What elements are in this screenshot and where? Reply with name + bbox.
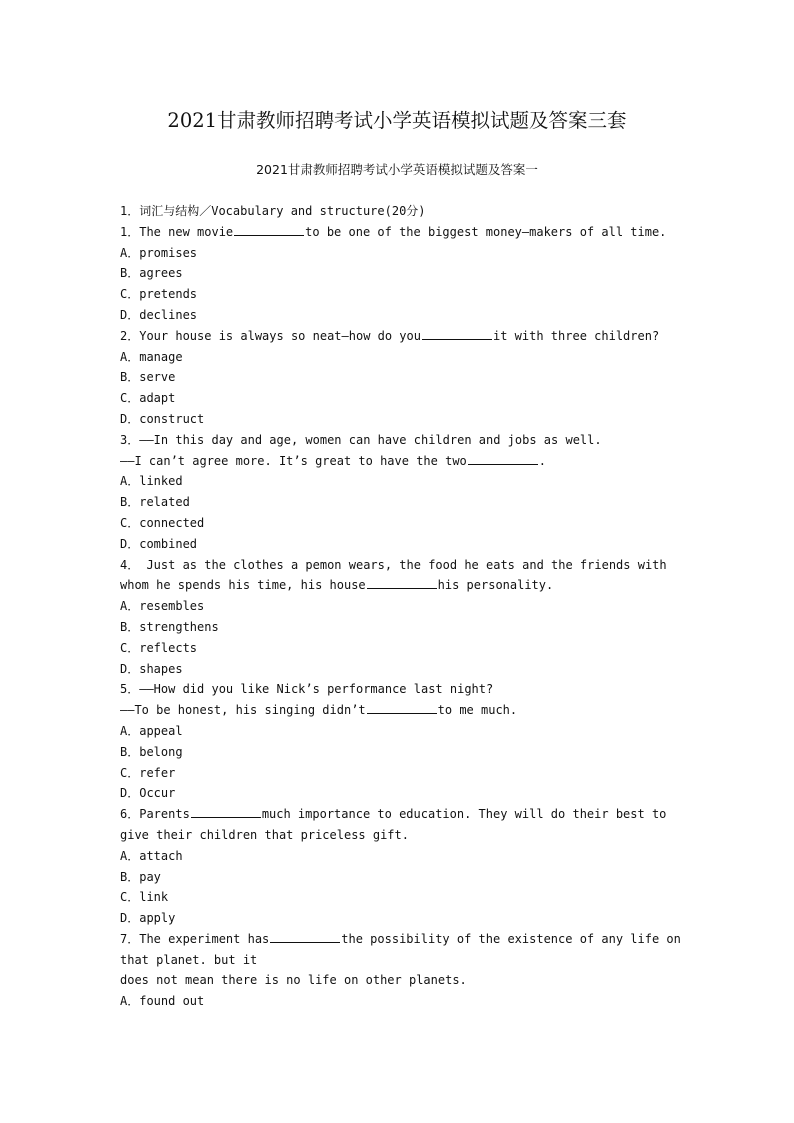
text-line: 3．——In this day and age, women can have children and jobs as well. — [120, 432, 602, 447]
answer-blank — [468, 452, 538, 465]
text-line: A．appeal — [120, 723, 183, 738]
text-line: D．Occur — [120, 786, 176, 801]
text-line: C．reflects — [120, 640, 198, 655]
text-line: 4． Just as the clothes a pemon wears, the food he eats and the friends with — [120, 557, 667, 572]
text-line: D．construct — [120, 411, 205, 426]
line-text-after-blank: . — [538, 453, 547, 468]
text-line: 1．词汇与结构／Vocabulary and structure(20分) — [120, 204, 426, 218]
line-text-after-blank: the possibility of the existence of any life on — [341, 931, 681, 946]
line-text-before-blank: 1．The new movie — [120, 224, 234, 239]
text-line: D．declines — [120, 307, 198, 322]
answer-blank — [191, 805, 261, 818]
document-subtitle: 2021甘肃教师招聘考试小学英语模拟试题及答案一 — [256, 162, 538, 177]
text-line: B．agrees — [120, 266, 183, 281]
question-line-with-blank — [120, 326, 680, 347]
text-line: C．adapt — [120, 391, 176, 406]
text-line: A．attach — [120, 848, 183, 863]
line-text-before-blank: 2．Your house is always so neat—how do you — [120, 328, 421, 343]
document-body — [120, 201, 680, 1012]
text-line: A．resembles — [120, 599, 205, 614]
text-line: A．promises — [120, 245, 198, 260]
text-line: B．related — [120, 495, 190, 510]
document-title: 2021甘肃教师招聘考试小学英语模拟试题及答案三套 — [167, 109, 627, 132]
text-line: B．serve — [120, 370, 176, 385]
question-line-with-blank — [120, 575, 680, 596]
answer-blank — [234, 223, 304, 236]
text-line: D．combined — [120, 536, 198, 551]
question-line-with-blank — [120, 222, 680, 243]
text-line: give their children that priceless gift. — [120, 827, 409, 842]
answer-blank — [270, 930, 340, 943]
text-line: A．found out — [120, 994, 205, 1009]
question-line-with-blank — [120, 451, 680, 472]
text-line: that planet. but it — [120, 952, 258, 967]
text-line: B．belong — [120, 744, 183, 759]
line-text-before-blank: 6．Parents — [120, 807, 190, 822]
answer-blank — [422, 327, 492, 340]
line-text-after-blank: his personality. — [437, 578, 554, 593]
question-line-with-blank — [120, 700, 680, 721]
line-text-after-blank: it with three children? — [493, 328, 660, 343]
line-text-before-blank: 7．The experiment has — [120, 931, 270, 946]
line-text-before-blank: ——To be honest, his singing didn’t — [120, 703, 366, 718]
text-line: A．manage — [120, 349, 183, 364]
answer-blank — [367, 576, 437, 589]
line-text-after-blank: to me much. — [437, 703, 518, 718]
text-line: C．pretends — [120, 287, 198, 302]
text-line: C．connected — [120, 515, 205, 530]
line-text-after-blank: to be one of the biggest money—makers of all time. — [305, 224, 667, 239]
text-line: C．link — [120, 890, 169, 905]
text-line: C．refer — [120, 765, 176, 780]
text-line: D．apply — [120, 911, 176, 926]
text-line: does not mean there is no life on other planets. — [120, 973, 467, 988]
text-line: D．shapes — [120, 661, 183, 676]
line-text-after-blank: much importance to education. They will do their best to — [261, 807, 667, 822]
text-line: A．linked — [120, 474, 183, 489]
answer-blank — [367, 701, 437, 714]
line-text-before-blank: ——I can’t agree more. It’s great to have the two — [120, 453, 467, 468]
text-line: B．strengthens — [120, 619, 219, 634]
text-line: 5．——How did you like Nick’s performance last night? — [120, 682, 494, 697]
question-line-with-blank — [120, 929, 680, 950]
question-line-with-blank — [120, 804, 680, 825]
line-text-before-blank: whom he spends his time, his house — [120, 578, 366, 593]
text-line: B．pay — [120, 869, 161, 884]
